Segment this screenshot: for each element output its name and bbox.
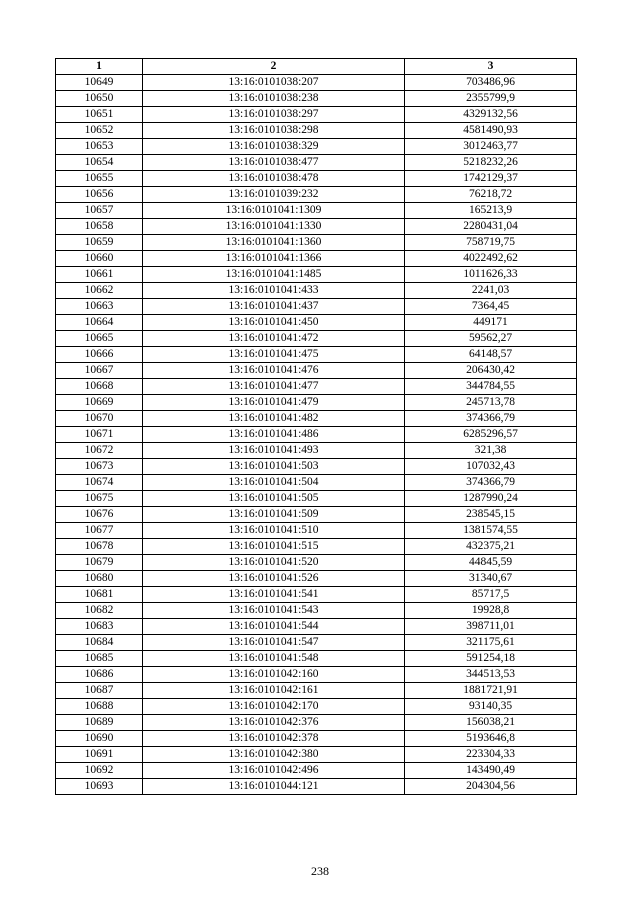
value-cell: 2355799,9 — [405, 91, 577, 107]
value-cell: 344513,53 — [405, 667, 577, 683]
row-number-cell: 10670 — [56, 411, 143, 427]
table-row — [56, 427, 577, 443]
cadastral-number-cell: 13:16:0101041:1360 — [143, 235, 405, 251]
table-row — [56, 571, 577, 587]
value-cell: 204304,56 — [405, 779, 577, 795]
row-number-cell: 10668 — [56, 379, 143, 395]
value-cell: 206430,42 — [405, 363, 577, 379]
row-number-cell: 10657 — [56, 203, 143, 219]
cadastral-number-cell: 13:16:0101041:1485 — [143, 267, 405, 283]
value-cell: 223304,33 — [405, 747, 577, 763]
value-cell: 93140,35 — [405, 699, 577, 715]
value-cell: 591254,18 — [405, 651, 577, 667]
row-number-cell: 10676 — [56, 507, 143, 523]
table-row — [56, 411, 577, 427]
row-number-cell: 10682 — [56, 603, 143, 619]
value-cell: 344784,55 — [405, 379, 577, 395]
cadastral-number-cell: 13:16:0101041:541 — [143, 587, 405, 603]
cadastral-number-cell: 13:16:0101041:476 — [143, 363, 405, 379]
cadastral-number-cell: 13:16:0101041:503 — [143, 459, 405, 475]
table-row — [56, 475, 577, 491]
value-cell: 64148,57 — [405, 347, 577, 363]
row-number-cell: 10675 — [56, 491, 143, 507]
row-number-cell: 10673 — [56, 459, 143, 475]
table-row — [56, 539, 577, 555]
row-number-cell: 10688 — [56, 699, 143, 715]
value-cell: 4329132,56 — [405, 107, 577, 123]
table-row — [56, 731, 577, 747]
value-cell: 245713,78 — [405, 395, 577, 411]
value-cell: 3012463,77 — [405, 139, 577, 155]
cadastral-number-cell: 13:16:0101041:1330 — [143, 219, 405, 235]
value-cell: 5218232,26 — [405, 155, 577, 171]
cadastral-number-cell: 13:16:0101041:486 — [143, 427, 405, 443]
value-cell: 321175,61 — [405, 635, 577, 651]
table-row — [56, 363, 577, 379]
cadastral-number-cell: 13:16:0101041:1366 — [143, 251, 405, 267]
column-header-2: 2 — [143, 59, 405, 75]
table-row — [56, 523, 577, 539]
row-number-cell: 10683 — [56, 619, 143, 635]
row-number-cell: 10669 — [56, 395, 143, 411]
value-cell: 31340,67 — [405, 571, 577, 587]
table-row — [56, 507, 577, 523]
row-number-cell: 10674 — [56, 475, 143, 491]
row-number-cell: 10689 — [56, 715, 143, 731]
row-number-cell: 10660 — [56, 251, 143, 267]
value-cell: 1011626,33 — [405, 267, 577, 283]
value-cell: 107032,43 — [405, 459, 577, 475]
cadastral-number-cell: 13:16:0101038:297 — [143, 107, 405, 123]
value-cell: 19928,8 — [405, 603, 577, 619]
row-number-cell: 10681 — [56, 587, 143, 603]
cadastral-number-cell: 13:16:0101042:496 — [143, 763, 405, 779]
row-number-cell: 10677 — [56, 523, 143, 539]
cadastral-number-cell: 13:16:0101038:207 — [143, 75, 405, 91]
row-number-cell: 10652 — [56, 123, 143, 139]
table-header-row — [56, 59, 577, 75]
table-row — [56, 683, 577, 699]
row-number-cell: 10663 — [56, 299, 143, 315]
value-cell: 432375,21 — [405, 539, 577, 555]
cadastral-number-cell: 13:16:0101042:378 — [143, 731, 405, 747]
column-header-3: 3 — [405, 59, 577, 75]
table-row — [56, 459, 577, 475]
cadastral-number-cell: 13:16:0101041:472 — [143, 331, 405, 347]
row-number-cell: 10693 — [56, 779, 143, 795]
table-row — [56, 251, 577, 267]
row-number-cell: 10656 — [56, 187, 143, 203]
table-row — [56, 635, 577, 651]
cadastral-number-cell: 13:16:0101041:510 — [143, 523, 405, 539]
cadastral-number-cell: 13:16:0101042:161 — [143, 683, 405, 699]
table-row — [56, 763, 577, 779]
table-row — [56, 619, 577, 635]
row-number-cell: 10678 — [56, 539, 143, 555]
value-cell: 165213,9 — [405, 203, 577, 219]
table-row — [56, 395, 577, 411]
cadastral-number-cell: 13:16:0101041:433 — [143, 283, 405, 299]
table-row — [56, 203, 577, 219]
cadastral-number-cell: 13:16:0101041:543 — [143, 603, 405, 619]
table-row — [56, 603, 577, 619]
cadastral-number-cell: 13:16:0101041:505 — [143, 491, 405, 507]
cadastral-number-cell: 13:16:0101038:478 — [143, 171, 405, 187]
table-body — [56, 75, 577, 795]
cadastral-number-cell: 13:16:0101038:477 — [143, 155, 405, 171]
table-row — [56, 699, 577, 715]
row-number-cell: 10653 — [56, 139, 143, 155]
table-row — [56, 123, 577, 139]
row-number-cell: 10680 — [56, 571, 143, 587]
row-number-cell: 10655 — [56, 171, 143, 187]
table-row — [56, 155, 577, 171]
row-number-cell: 10651 — [56, 107, 143, 123]
row-number-cell: 10661 — [56, 267, 143, 283]
value-cell: 85717,5 — [405, 587, 577, 603]
value-cell: 2280431,04 — [405, 219, 577, 235]
value-cell: 44845,59 — [405, 555, 577, 571]
row-number-cell: 10665 — [56, 331, 143, 347]
row-number-cell: 10666 — [56, 347, 143, 363]
row-number-cell: 10649 — [56, 75, 143, 91]
cadastral-number-cell: 13:16:0101042:380 — [143, 747, 405, 763]
cadastral-number-cell: 13:16:0101042:170 — [143, 699, 405, 715]
cadastral-number-cell: 13:16:0101041:493 — [143, 443, 405, 459]
value-cell: 238545,15 — [405, 507, 577, 523]
cadastral-number-cell: 13:16:0101041:477 — [143, 379, 405, 395]
row-number-cell: 10685 — [56, 651, 143, 667]
value-cell: 1381574,55 — [405, 523, 577, 539]
value-cell: 321,38 — [405, 443, 577, 459]
table-row — [56, 651, 577, 667]
value-cell: 76218,72 — [405, 187, 577, 203]
cadastral-number-cell: 13:16:0101041:475 — [143, 347, 405, 363]
column-header-1: 1 — [56, 59, 143, 75]
row-number-cell: 10667 — [56, 363, 143, 379]
value-cell: 59562,27 — [405, 331, 577, 347]
table-row — [56, 347, 577, 363]
value-cell: 4581490,93 — [405, 123, 577, 139]
cadastral-number-cell: 13:16:0101041:526 — [143, 571, 405, 587]
row-number-cell: 10662 — [56, 283, 143, 299]
value-cell: 5193646,8 — [405, 731, 577, 747]
page-number: 238 — [311, 864, 329, 878]
table-row — [56, 283, 577, 299]
value-cell: 398711,01 — [405, 619, 577, 635]
cadastral-number-cell: 13:16:0101041:482 — [143, 411, 405, 427]
value-cell: 7364,45 — [405, 299, 577, 315]
cadastral-number-cell: 13:16:0101041:437 — [143, 299, 405, 315]
cadastral-number-cell: 13:16:0101041:547 — [143, 635, 405, 651]
table-row — [56, 587, 577, 603]
table-row — [56, 331, 577, 347]
table-row — [56, 443, 577, 459]
table-row — [56, 75, 577, 91]
row-number-cell: 10684 — [56, 635, 143, 651]
cadastral-number-cell: 13:16:0101044:121 — [143, 779, 405, 795]
cadastral-number-cell: 13:16:0101042:376 — [143, 715, 405, 731]
row-number-cell: 10658 — [56, 219, 143, 235]
row-number-cell: 10679 — [56, 555, 143, 571]
table-row — [56, 315, 577, 331]
table-row — [56, 779, 577, 795]
value-cell: 703486,96 — [405, 75, 577, 91]
cadastral-number-cell: 13:16:0101041:509 — [143, 507, 405, 523]
row-number-cell: 10664 — [56, 315, 143, 331]
table-row — [56, 107, 577, 123]
value-cell: 143490,49 — [405, 763, 577, 779]
value-cell: 449171 — [405, 315, 577, 331]
cadastral-number-cell: 13:16:0101038:238 — [143, 91, 405, 107]
value-cell: 4022492,62 — [405, 251, 577, 267]
cadastral-number-cell: 13:16:0101041:1309 — [143, 203, 405, 219]
cadastral-number-cell: 13:16:0101038:298 — [143, 123, 405, 139]
row-number-cell: 10686 — [56, 667, 143, 683]
cadastral-number-cell: 13:16:0101041:544 — [143, 619, 405, 635]
value-cell: 758719,75 — [405, 235, 577, 251]
table-row — [56, 219, 577, 235]
cadastral-number-cell: 13:16:0101041:548 — [143, 651, 405, 667]
value-cell: 2241,03 — [405, 283, 577, 299]
value-cell: 156038,21 — [405, 715, 577, 731]
row-number-cell: 10672 — [56, 443, 143, 459]
value-cell: 1881721,91 — [405, 683, 577, 699]
table-row — [56, 667, 577, 683]
row-number-cell: 10692 — [56, 763, 143, 779]
cadastral-number-cell: 13:16:0101041:450 — [143, 315, 405, 331]
value-cell: 6285296,57 — [405, 427, 577, 443]
row-number-cell: 10690 — [56, 731, 143, 747]
cadastral-number-cell: 13:16:0101042:160 — [143, 667, 405, 683]
table-row — [56, 91, 577, 107]
row-number-cell: 10650 — [56, 91, 143, 107]
cadastral-number-cell: 13:16:0101039:232 — [143, 187, 405, 203]
cadastral-number-cell: 13:16:0101041:515 — [143, 539, 405, 555]
table-row — [56, 267, 577, 283]
cadastral-number-cell: 13:16:0101041:504 — [143, 475, 405, 491]
row-number-cell: 10654 — [56, 155, 143, 171]
cadastral-number-cell: 13:16:0101041:479 — [143, 395, 405, 411]
row-number-cell: 10691 — [56, 747, 143, 763]
value-cell: 1742129,37 — [405, 171, 577, 187]
cadastral-number-cell: 13:16:0101038:329 — [143, 139, 405, 155]
table-row — [56, 235, 577, 251]
table-row — [56, 171, 577, 187]
row-number-cell: 10671 — [56, 427, 143, 443]
row-number-cell: 10659 — [56, 235, 143, 251]
table-row — [56, 187, 577, 203]
table-row — [56, 491, 577, 507]
table-row — [56, 555, 577, 571]
table-row — [56, 379, 577, 395]
cadastral-number-cell: 13:16:0101041:520 — [143, 555, 405, 571]
cadastral-value-table — [55, 58, 577, 795]
value-cell: 1287990,24 — [405, 491, 577, 507]
value-cell: 374366,79 — [405, 475, 577, 491]
table-row — [56, 715, 577, 731]
table-row — [56, 139, 577, 155]
value-cell: 374366,79 — [405, 411, 577, 427]
row-number-cell: 10687 — [56, 683, 143, 699]
table-row — [56, 747, 577, 763]
table-row — [56, 299, 577, 315]
